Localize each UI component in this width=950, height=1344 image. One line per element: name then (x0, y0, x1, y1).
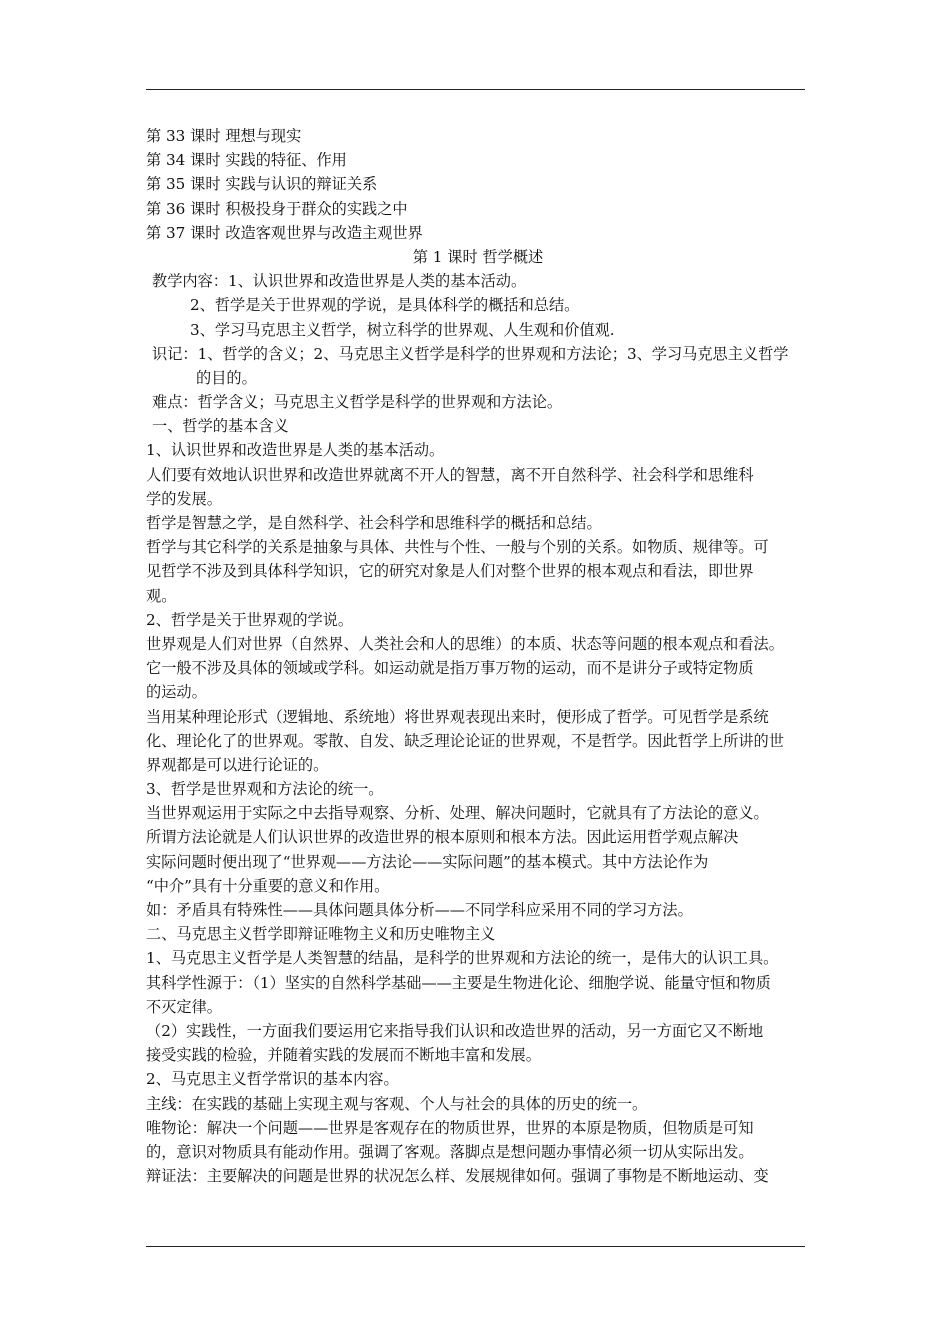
paragraph-line: 哲学与其它科学的关系是抽象与具体、共性与个性、一般与个别的关系。如物质、规律等。可 (146, 538, 769, 557)
paragraph-line: 界观都是可以进行论证的。 (146, 755, 329, 774)
paragraph-line: 当用某种理论形式（逻辑地、系统地）将世界观表现出来时，便形成了哲学。可见哲学是系统 (146, 707, 769, 726)
paragraph-line: 2、哲学是关于世界观的学说。 (146, 610, 354, 629)
paragraph-line: （2）实践性，一方面我们要运用它来指导我们认识和改造世界的活动，另一方面它又不断地 (146, 1021, 764, 1040)
document-body (146, 124, 810, 1188)
paragraph-line: 学的发展。 (146, 489, 222, 508)
paragraph-line: 的，意识对物质具有能动作用。强调了客观。落脚点是想问题办事情必须一切从实际出发。 (146, 1142, 754, 1161)
memorize-line: 识记：1、哲学的含义；2、马克思主义哲学是科学的世界观和方法论；3、学习马克思主义哲学 (152, 344, 789, 363)
paragraph-line: 2、马克思主义哲学常识的基本内容。 (146, 1070, 399, 1089)
paragraph-line: 唯物论：解决一个问题——世界是客观存在的物质世界，世界的本原是物质，但物质是可知 (146, 1118, 754, 1137)
paragraph-line: 化、理论化了的世界观。零散、自发、缺乏理论论证的世界观，不是哲学。因此哲学上所讲的世 (146, 731, 784, 750)
paragraph-line: “中介”具有十分重要的意义和作用。 (146, 876, 390, 895)
paragraph-line: 辩证法：主要解决的问题是世界的状况怎么样、发展规律如何。强调了事物是不断地运动、变 (146, 1167, 769, 1186)
lesson-33-line: 第 33 课时 理想与现实 (146, 127, 302, 145)
paragraph-line: 它一般不涉及具体的领域或学科。如运动就是指万事万物的运动，而不是讲分子或特定物质 (146, 659, 754, 678)
paragraph-line: 的运动。 (146, 683, 207, 702)
teaching-content-2: 2、哲学是关于世界观的学说，是具体科学的概括和总结。 (190, 296, 580, 315)
lesson-34-line: 第 34 课时 实践的特征、作用 (146, 151, 347, 170)
paragraph-line: 哲学是智慧之学，是自然科学、社会科学和思维科学的概括和总结。 (146, 514, 602, 532)
header-rule (146, 89, 805, 90)
heading-2: 二、马克思主义哲学即辩证唯物主义和历史唯物主义 (146, 925, 496, 944)
paragraph-line: 当世界观运用于实际之中去指导观察、分析、处理、解决问题时，它就具有了方法论的意义。 (146, 804, 769, 823)
footer-rule (146, 1246, 805, 1247)
paragraph-line: 世界观是人们对世界（自然界、人类社会和人的思维）的本质、状态等问题的根本观点和看法。 (146, 634, 784, 653)
heading-1: 一、哲学的基本含义 (152, 417, 289, 436)
paragraph-line: 3、哲学是世界观和方法论的统一。 (146, 780, 384, 799)
teaching-content-3: 3、学习马克思主义哲学，树立科学的世界观、人生观和价值观. (190, 320, 615, 339)
paragraph-line: 所谓方法论就是人们认识世界的改造世界的根本原则和根本方法。因此运用哲学观点解决 (146, 828, 739, 847)
paragraph-line: 实际问题时便出现了“世界观——方法论——实际问题”的基本模式。其中方法论作为 (146, 852, 709, 871)
difficulty-line: 难点：哲学含义；马克思主义哲学是科学的世界观和方法论。 (152, 393, 563, 412)
paragraph-line: 接受实践的检验，并随着实践的发展而不断地丰富和发展。 (146, 1046, 541, 1065)
memorize-line-cont: 的目的。 (196, 368, 257, 387)
teaching-content-1: 教学内容：1、认识世界和改造世界是人类的基本活动。 (152, 272, 527, 291)
lesson-35-line: 第 35 课时 实践与认识的辩证关系 (146, 175, 378, 194)
lesson-37-line: 第 37 课时 改造客观世界与改造主观世界 (146, 223, 423, 242)
paragraph-line: 观。 (146, 586, 177, 605)
paragraph-line: 不灭定律。 (146, 997, 222, 1016)
paragraph-line: 见哲学不涉及到具体科学知识，它的研究对象是人们对整个世界的根本观点和看法，即世界 (146, 562, 754, 581)
paragraph-line: 其科学性源于：（1）坚实的自然科学基础——主要是生物进化论、细胞学说、能量守恒和物质 (146, 973, 771, 992)
paragraph-line: 1、马克思主义哲学是人类智慧的结晶，是科学的世界观和方法论的统一，是伟大的认识工具。 (146, 949, 779, 968)
lesson-36-line: 第 36 课时 积极投身于群众的实践之中 (146, 199, 408, 218)
paragraph-line: 1、认识世界和改造世界是人类的基本活动。 (146, 441, 445, 460)
paragraph-line: 如：矛盾具有特殊性——具体问题具体分析——不同学科应采用不同的学习方法。 (146, 901, 693, 919)
paragraph-line: 人们要有效地认识世界和改造世界就离不开人的智慧，离不开自然科学、社会科学和思维科 (146, 465, 754, 484)
section-title: 第 1 课时 哲学概述 (412, 247, 544, 266)
paragraph-line: 主线：在实践的基础上实现主观与客观、个人与社会的具体的历史的统一。 (146, 1094, 648, 1113)
